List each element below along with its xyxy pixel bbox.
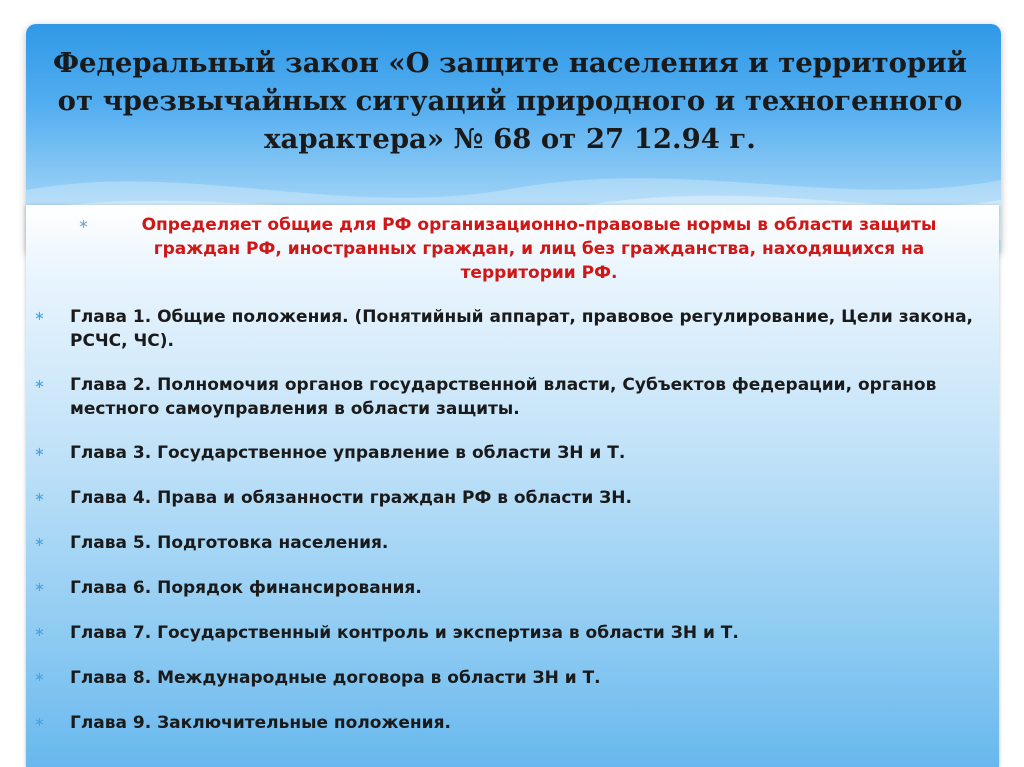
slide-title: Федеральный закон «О защите населения и территорий от чрезвычайных ситуаций природного и техногенного характера» № 68 от 27 12.94 г. bbox=[52, 47, 968, 155]
bullet-asterisk-icon: ∗ bbox=[78, 217, 89, 232]
lead-paragraph bbox=[78, 213, 978, 285]
content-panel bbox=[26, 205, 999, 767]
list-item bbox=[34, 666, 989, 690]
bullet-asterisk-icon: ∗ bbox=[34, 715, 45, 730]
chapter-text: Глава 9. Заключительные положения. bbox=[70, 713, 451, 733]
list-item bbox=[34, 576, 989, 600]
chapter-text: Глава 3. Государственное управление в области ЗН и Т. bbox=[70, 443, 626, 463]
bullet-asterisk-icon: ∗ bbox=[34, 625, 45, 640]
chapter-text: Глава 4. Права и обязанности граждан РФ в области ЗН. bbox=[70, 488, 632, 508]
list-item bbox=[34, 531, 989, 555]
bullet-asterisk-icon: ∗ bbox=[34, 490, 45, 505]
list-item bbox=[34, 621, 989, 645]
bullet-asterisk-icon: ∗ bbox=[34, 670, 45, 685]
list-item bbox=[34, 373, 989, 421]
list-item bbox=[34, 305, 989, 353]
chapter-text: Глава 2. Полномочия органов государственной власти, Субъектов федерации, органов местного самоуправления в области защиты. bbox=[70, 375, 937, 419]
list-item bbox=[34, 711, 989, 735]
chapter-text: Глава 1. Общие положения. (Понятийный аппарат, правовое регулирование, Цели закона, РСЧС, ЧС). bbox=[70, 307, 974, 351]
bullet-asterisk-icon: ∗ bbox=[34, 309, 45, 324]
bullet-asterisk-icon: ∗ bbox=[34, 377, 45, 392]
chapter-text: Глава 5. Подготовка населения. bbox=[70, 533, 389, 553]
chapter-list bbox=[34, 305, 989, 756]
chapter-text: Глава 7. Государственный контроль и экспертиза в области ЗН и Т. bbox=[70, 623, 739, 643]
bullet-asterisk-icon: ∗ bbox=[34, 445, 45, 460]
chapter-text: Глава 6. Порядок финансирования. bbox=[70, 578, 422, 598]
list-item bbox=[34, 441, 989, 465]
bullet-asterisk-icon: ∗ bbox=[34, 535, 45, 550]
bullet-asterisk-icon: ∗ bbox=[34, 580, 45, 595]
lead-text: Определяет общие для РФ организационно-правовые нормы в области защиты граждан РФ, иностранных граждан, и лиц без гражданства, находящихся на территории РФ. bbox=[141, 215, 937, 283]
list-item bbox=[34, 486, 989, 510]
chapter-text: Глава 8. Международные договора в области ЗН и Т. bbox=[70, 668, 601, 688]
